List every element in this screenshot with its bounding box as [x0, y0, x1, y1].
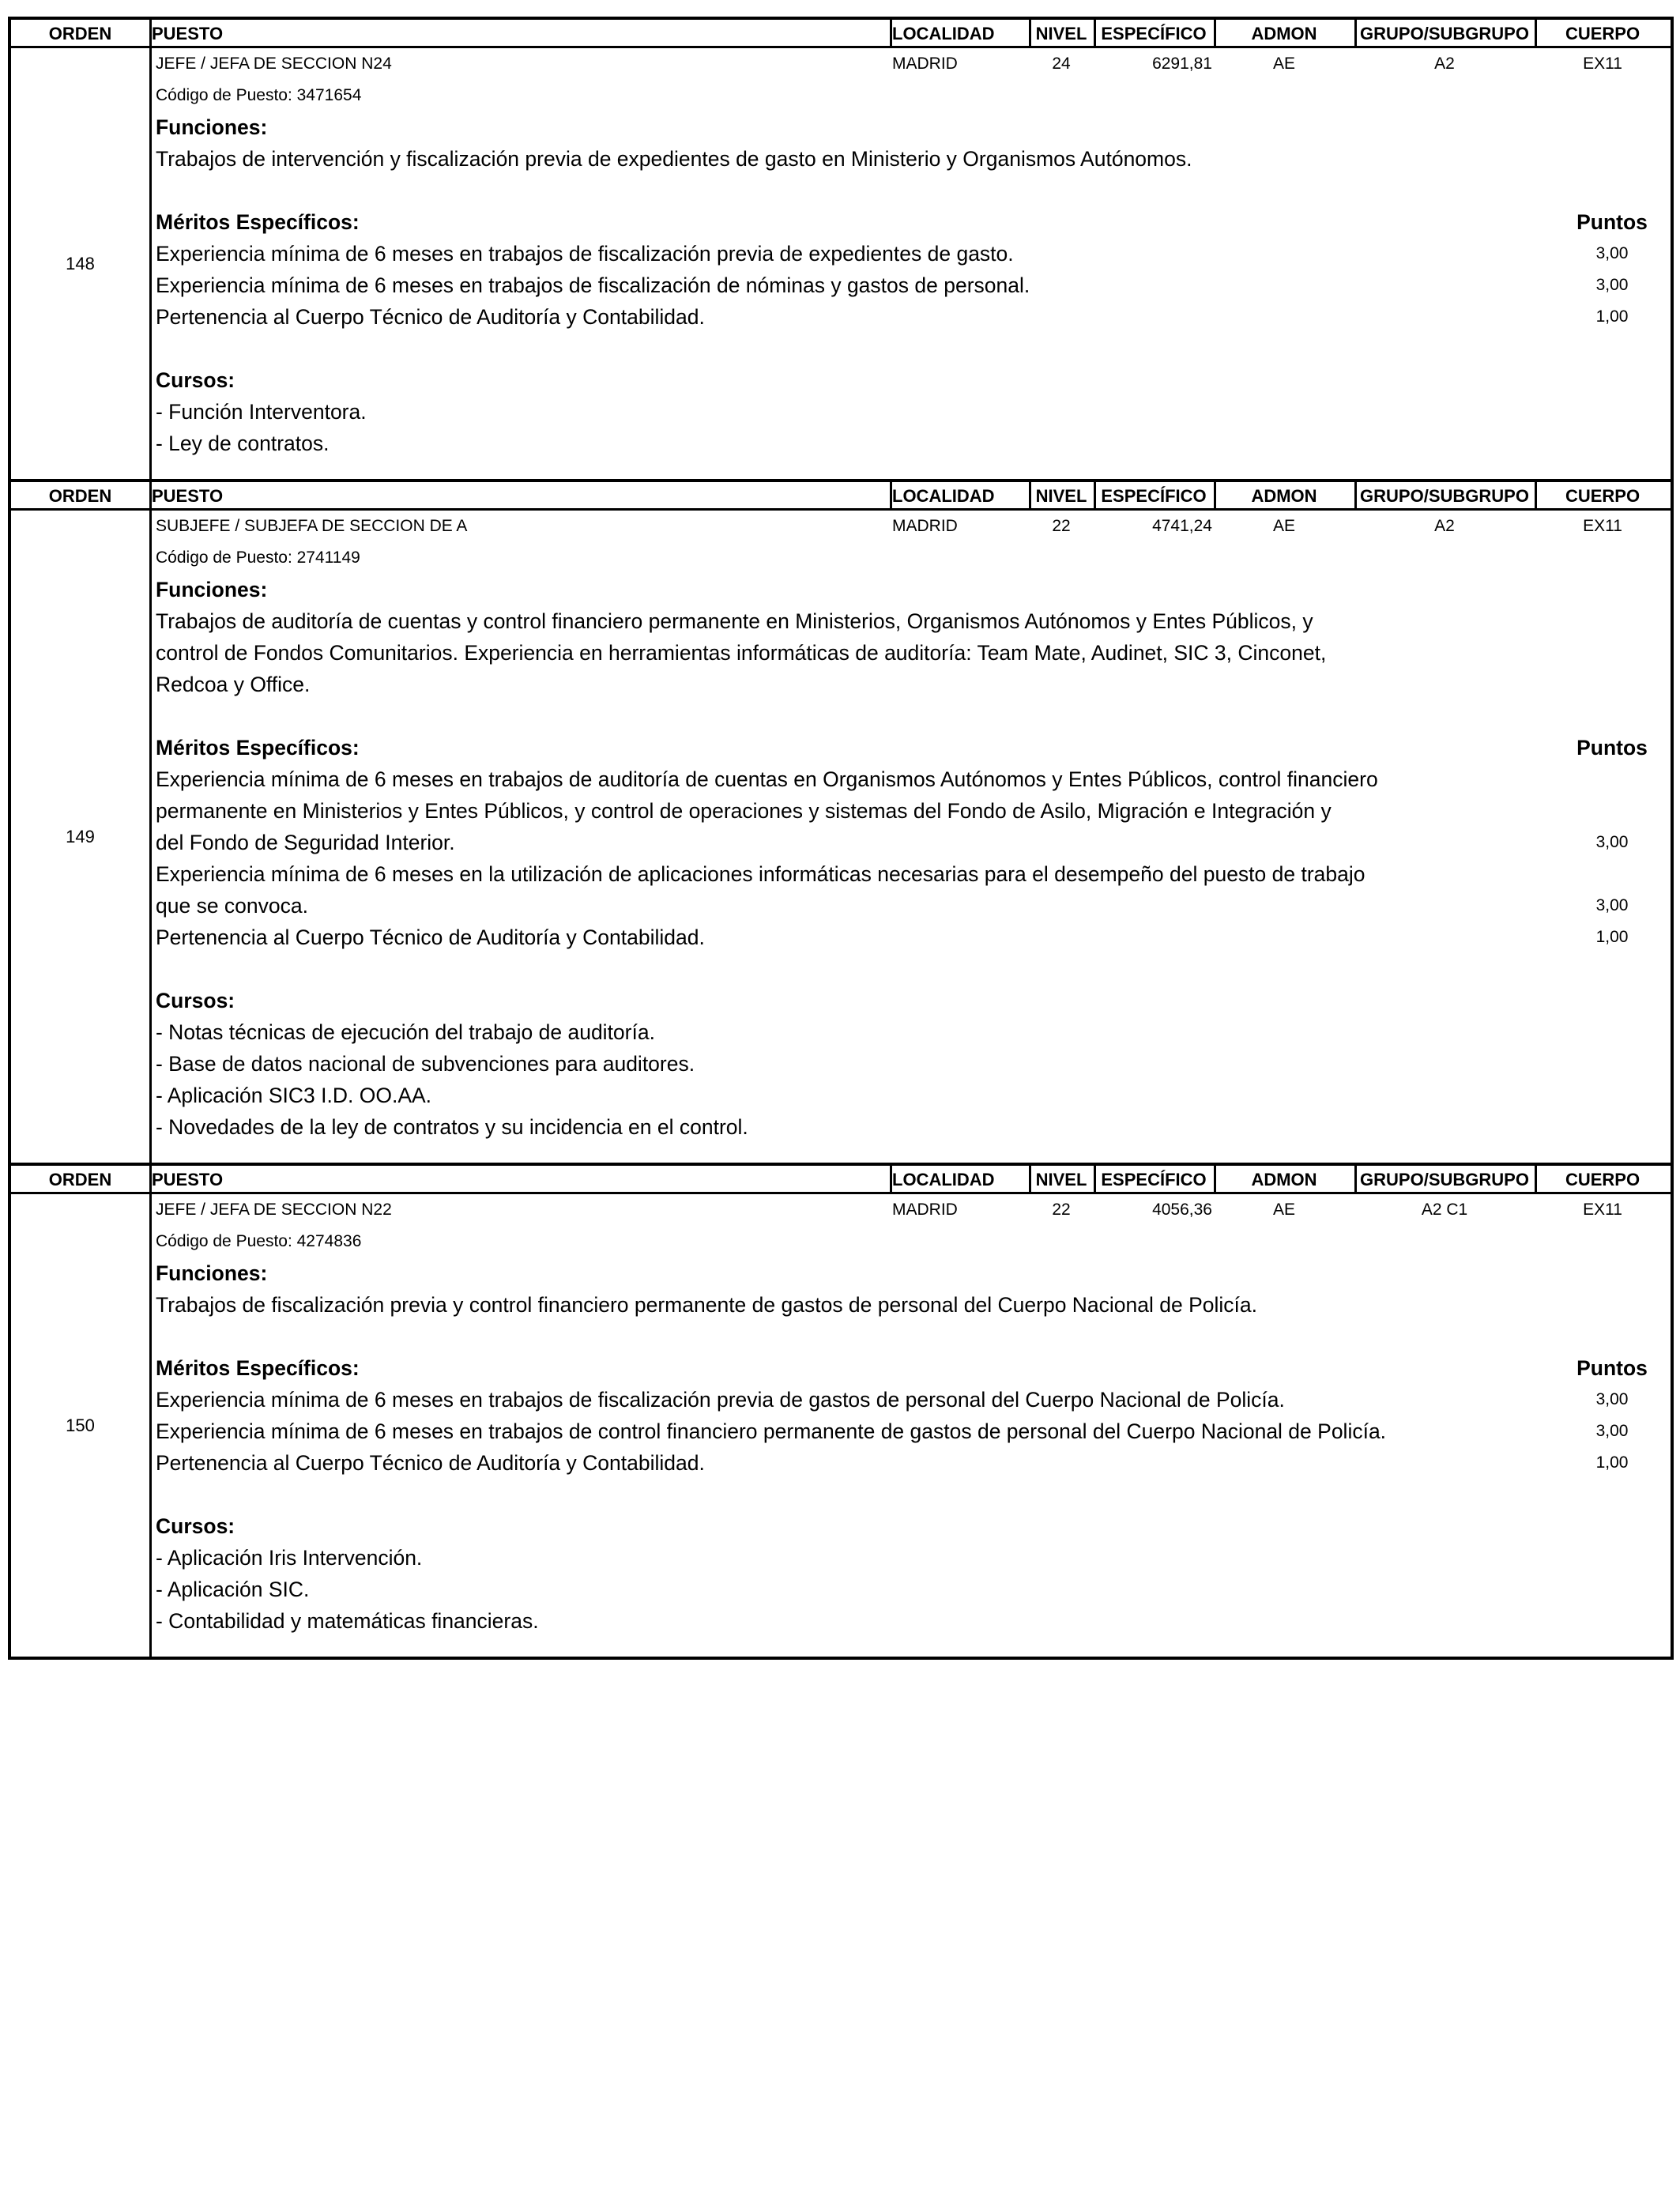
funciones-heading: Funciones:: [156, 1261, 268, 1285]
merito-line: Pertenencia al Cuerpo Técnico de Auditoría y Contabilidad.: [156, 925, 705, 949]
nivel-value: 22: [1052, 517, 1071, 535]
merito-line: del Fondo de Seguridad Interior.: [156, 831, 455, 854]
merito-puntos: 1,00: [1595, 1453, 1629, 1472]
curso-item: - Notas técnicas de ejecución del trabajo de auditoría.: [156, 1020, 655, 1044]
funciones-line: Redcoa y Office.: [156, 673, 311, 696]
column-divider: [1535, 1166, 1537, 1192]
header-grupo: GRUPO/SUBGRUPO: [1360, 24, 1529, 43]
puntos-heading: Puntos: [1576, 210, 1648, 234]
cuerpo-value: EX11: [1583, 1201, 1622, 1219]
funciones-line: control de Fondos Comunitarios. Experiencia en herramientas informáticas de auditoría: Team Mate, Audinet, SIC 3, Cinconet,: [156, 641, 1327, 665]
grupo-value: A2 C1: [1421, 1201, 1468, 1219]
merito-line: Pertenencia al Cuerpo Técnico de Auditoría y Contabilidad.: [156, 1451, 705, 1475]
puntos-heading: Puntos: [1576, 736, 1648, 760]
localidad-value: MADRID: [892, 517, 958, 535]
cursos-heading: Cursos:: [156, 1514, 235, 1538]
merito-puntos: 3,00: [1595, 244, 1629, 262]
curso-item: - Contabilidad y matemáticas financieras.: [156, 1609, 539, 1633]
position-block: [8, 17, 1674, 479]
nivel-value: 22: [1052, 1201, 1071, 1219]
column-divider: [1094, 482, 1096, 508]
header-row: [11, 479, 1671, 511]
meritos-heading: Méritos Específicos:: [156, 210, 360, 234]
funciones-line: Trabajos de intervención y fiscalización previa de expedientes de gasto en Ministerio y Organismos Autónomos.: [156, 147, 1192, 171]
header-cuerpo: CUERPO: [1565, 486, 1640, 506]
especifico-value: 6291,81: [1152, 55, 1212, 73]
admon-value: AE: [1272, 55, 1295, 73]
header-row: [11, 1163, 1671, 1194]
header-especifico: ESPECÍFICO: [1101, 1170, 1207, 1189]
position-body: [11, 1194, 1671, 1657]
codigo-puesto: Código de Puesto: 3471654: [156, 86, 362, 104]
header-orden: ORDEN: [48, 486, 112, 506]
merito-puntos: 3,00: [1595, 896, 1629, 914]
column-divider: [1535, 20, 1537, 46]
header-cuerpo: CUERPO: [1565, 24, 1640, 43]
column-divider: [1214, 20, 1216, 46]
orden-divider: [149, 48, 152, 479]
column-divider: [1354, 482, 1357, 508]
curso-item: - Base de datos nacional de subvenciones para auditores.: [156, 1052, 695, 1076]
header-localidad: LOCALIDAD: [892, 1170, 995, 1189]
orden-number: 149: [66, 826, 95, 846]
curso-item: - Función Interventora.: [156, 400, 367, 424]
funciones-line: Trabajos de fiscalización previa y control financiero permanente de gastos de personal del Cuerpo Nacional de Policía.: [156, 1293, 1258, 1317]
header-grupo: GRUPO/SUBGRUPO: [1360, 486, 1529, 506]
column-divider: [1214, 482, 1216, 508]
admon-value: AE: [1272, 1201, 1295, 1219]
merito-puntos: 3,00: [1595, 1422, 1629, 1440]
localidad-value: MADRID: [892, 1201, 958, 1219]
header-localidad: LOCALIDAD: [892, 486, 995, 506]
position-block: [8, 1163, 1674, 1660]
merito-line: permanente en Ministerios y Entes Públicos, y control de operaciones y sistemas del Fondo de Asilo, Migración e Integración y: [156, 799, 1332, 823]
cuerpo-value: EX11: [1583, 517, 1622, 535]
merito-line: Experiencia mínima de 6 meses en la utilización de aplicaciones informáticas necesarias para el desempeño del puesto de trabajo: [156, 862, 1365, 886]
merito-line: Pertenencia al Cuerpo Técnico de Auditoría y Contabilidad.: [156, 305, 705, 329]
localidad-value: MADRID: [892, 55, 958, 73]
column-divider: [1029, 1166, 1031, 1192]
puesto-title: JEFE / JEFA DE SECCION N24: [156, 55, 392, 73]
column-divider: [149, 482, 152, 508]
nivel-value: 24: [1052, 55, 1071, 73]
column-divider: [1214, 1166, 1216, 1192]
cursos-heading: Cursos:: [156, 368, 235, 392]
merito-line: Experiencia mínima de 6 meses en trabajos de fiscalización previa de expedientes de gasto.: [156, 242, 1014, 266]
position-body: [11, 511, 1671, 1163]
header-orden: ORDEN: [48, 1170, 112, 1189]
column-divider: [1535, 482, 1537, 508]
column-divider: [890, 1166, 892, 1192]
merito-line: Experiencia mínima de 6 meses en trabajos de fiscalización de nóminas y gastos de personal.: [156, 273, 1030, 297]
column-divider: [1094, 20, 1096, 46]
especifico-value: 4741,24: [1152, 517, 1212, 535]
puntos-heading: Puntos: [1576, 1356, 1648, 1380]
header-nivel: NIVEL: [1035, 486, 1087, 506]
header-localidad: LOCALIDAD: [892, 24, 995, 43]
merito-line: Experiencia mínima de 6 meses en trabajos de control financiero permanente de gastos de personal del Cuerpo Nacional de Policía.: [156, 1419, 1387, 1443]
funciones-heading: Funciones:: [156, 578, 268, 601]
position-body: [11, 48, 1671, 479]
header-admon: ADMON: [1251, 24, 1317, 43]
header-especifico: ESPECÍFICO: [1101, 486, 1207, 506]
header-puesto: PUESTO: [152, 24, 224, 43]
header-cuerpo: CUERPO: [1565, 1170, 1640, 1189]
column-divider: [149, 20, 152, 46]
meritos-heading: Méritos Específicos:: [156, 736, 360, 760]
merito-line: Experiencia mínima de 6 meses en trabajos de fiscalización previa de gastos de personal del Cuerpo Nacional de Policía.: [156, 1388, 1285, 1412]
curso-item: - Aplicación SIC3 I.D. OO.AA.: [156, 1084, 432, 1107]
column-divider: [1354, 1166, 1357, 1192]
column-divider: [1029, 482, 1031, 508]
funciones-line: Trabajos de auditoría de cuentas y control financiero permanente en Ministerios, Organismos Autónomos y Entes Públicos, y: [156, 609, 1313, 633]
column-divider: [1354, 20, 1357, 46]
document-page: [8, 17, 1674, 1660]
merito-puntos: 1,00: [1595, 928, 1629, 946]
header-puesto: PUESTO: [152, 486, 224, 506]
grupo-value: A2: [1434, 517, 1455, 535]
orden-number: 150: [66, 1415, 95, 1435]
admon-value: AE: [1272, 517, 1295, 535]
codigo-puesto: Código de Puesto: 2741149: [156, 548, 360, 567]
orden-divider: [149, 1194, 152, 1657]
merito-puntos: 3,00: [1595, 1390, 1629, 1408]
puesto-title: SUBJEFE / SUBJEFA DE SECCION DE A: [156, 517, 468, 535]
column-divider: [149, 1166, 152, 1192]
header-especifico: ESPECÍFICO: [1101, 24, 1207, 43]
position-block: [8, 479, 1674, 1163]
header-orden: ORDEN: [48, 24, 112, 43]
merito-line: que se convoca.: [156, 894, 308, 918]
header-admon: ADMON: [1251, 486, 1317, 506]
especifico-value: 4056,36: [1152, 1201, 1212, 1219]
header-admon: ADMON: [1251, 1170, 1317, 1189]
orden-number: 148: [66, 253, 95, 273]
grupo-value: A2: [1434, 55, 1455, 73]
column-divider: [890, 482, 892, 508]
merito-line: Experiencia mínima de 6 meses en trabajos de auditoría de cuentas en Organismos Autónomos y Entes Públicos, control financiero: [156, 767, 1378, 791]
column-divider: [1029, 20, 1031, 46]
funciones-heading: Funciones:: [156, 115, 268, 139]
header-nivel: NIVEL: [1035, 24, 1087, 43]
cursos-heading: Cursos:: [156, 989, 235, 1012]
header-nivel: NIVEL: [1035, 1170, 1087, 1189]
header-row: [11, 17, 1671, 48]
merito-puntos: 3,00: [1595, 833, 1629, 851]
cuerpo-value: EX11: [1583, 55, 1622, 73]
orden-divider: [149, 511, 152, 1163]
curso-item: - Aplicación Iris Intervención.: [156, 1546, 423, 1570]
meritos-heading: Méritos Específicos:: [156, 1356, 360, 1380]
curso-item: - Novedades de la ley de contratos y su incidencia en el control.: [156, 1115, 748, 1139]
codigo-puesto: Código de Puesto: 4274836: [156, 1232, 362, 1250]
column-divider: [1094, 1166, 1096, 1192]
header-grupo: GRUPO/SUBGRUPO: [1360, 1170, 1529, 1189]
header-puesto: PUESTO: [152, 1170, 224, 1189]
merito-puntos: 1,00: [1595, 307, 1629, 326]
curso-item: - Ley de contratos.: [156, 432, 330, 455]
merito-puntos: 3,00: [1595, 276, 1629, 294]
curso-item: - Aplicación SIC.: [156, 1578, 310, 1601]
column-divider: [890, 20, 892, 46]
puesto-title: JEFE / JEFA DE SECCION N22: [156, 1201, 392, 1219]
